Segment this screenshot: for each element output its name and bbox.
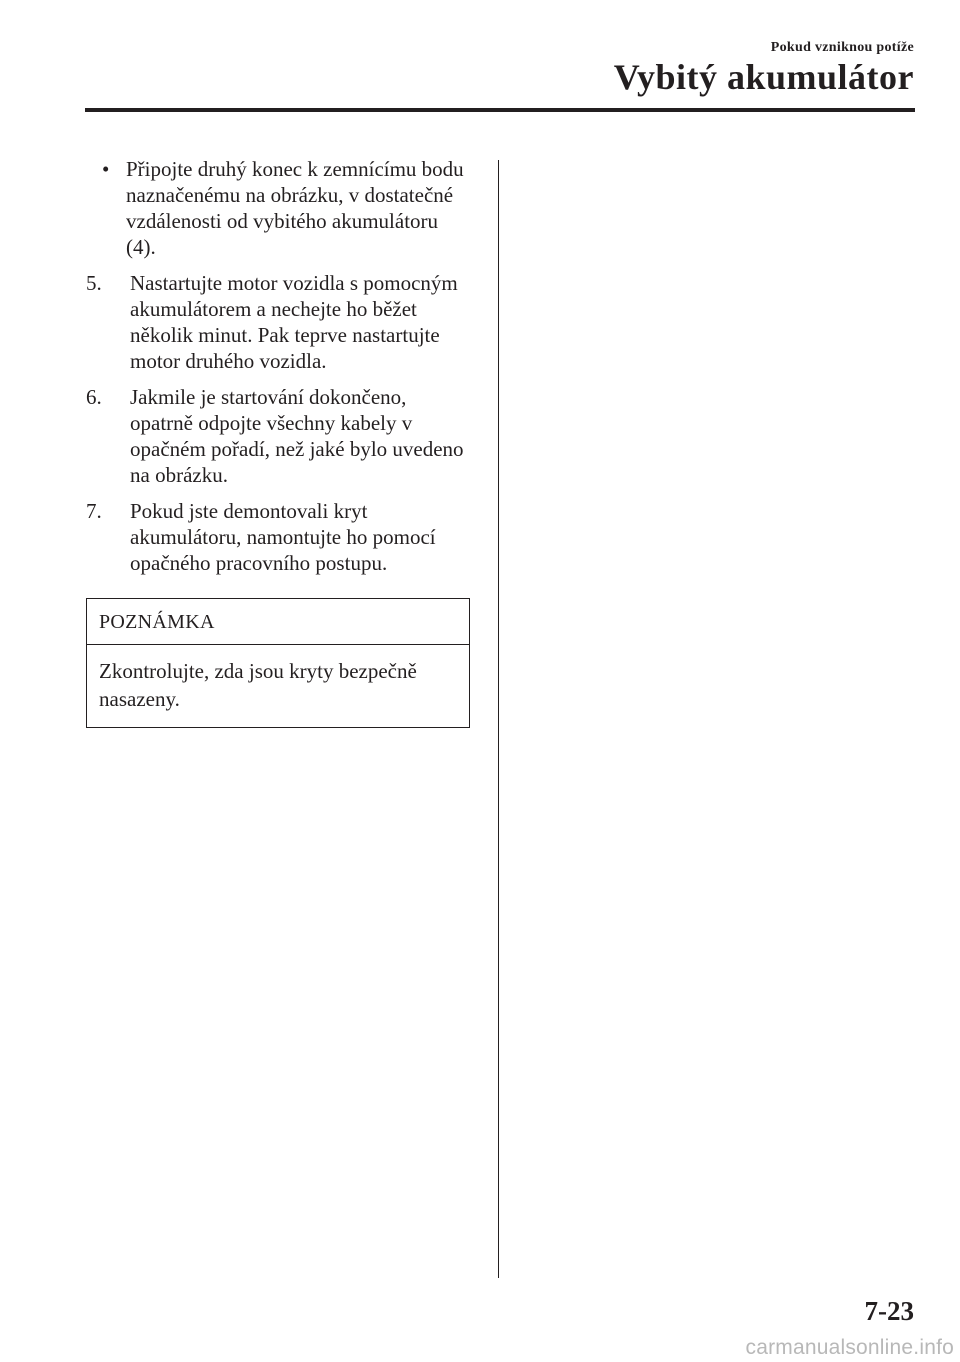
step-item-6: [86, 384, 470, 488]
step-text: Nastartujte motor vozidla s pomocným akumulátorem a nechejte ho běžet několik minut. Pak teprve nastartujte motor druhého vozidla.: [130, 271, 458, 373]
bullet-item: [86, 156, 470, 260]
step-number: 7.: [86, 499, 102, 523]
step-text: Jakmile je startování dokončeno, opatrně odpojte všechny kabely v opačném pořadí, než jaké bylo uvedeno na obrázku.: [130, 385, 464, 487]
note-box: [86, 598, 470, 728]
left-column: [86, 156, 470, 728]
step-number: 6.: [86, 385, 102, 409]
column-divider: [498, 160, 499, 1278]
section-label: Pokud vzniknou potíže: [770, 40, 914, 55]
bullet-text: Připojte druhý konec k zemnícímu bodu naznačenému na obrázku, v dostatečné vzdálenosti od vybitého akumulátoru (4).: [126, 157, 464, 259]
step-item-5: [86, 270, 470, 374]
steps-list: [86, 270, 470, 576]
step-text: Pokud jste demontovali kryt akumulátoru, namontujte ho pomocí opačného pracovního postupu.: [130, 499, 436, 575]
note-heading: POZNÁMKA: [87, 599, 469, 645]
page-title: Vybitý akumulátor: [613, 57, 914, 97]
bullet-mark: •: [102, 157, 110, 181]
page-number: 7-23: [864, 1296, 914, 1326]
note-text: Zkontrolujte, zda jsou kryty bezpečně nasazeny.: [99, 659, 417, 711]
watermark: carmanualsonline.info: [745, 1336, 954, 1359]
header-rule: [85, 108, 915, 112]
step-item-7: [86, 498, 470, 576]
step-number: 5.: [86, 271, 102, 295]
